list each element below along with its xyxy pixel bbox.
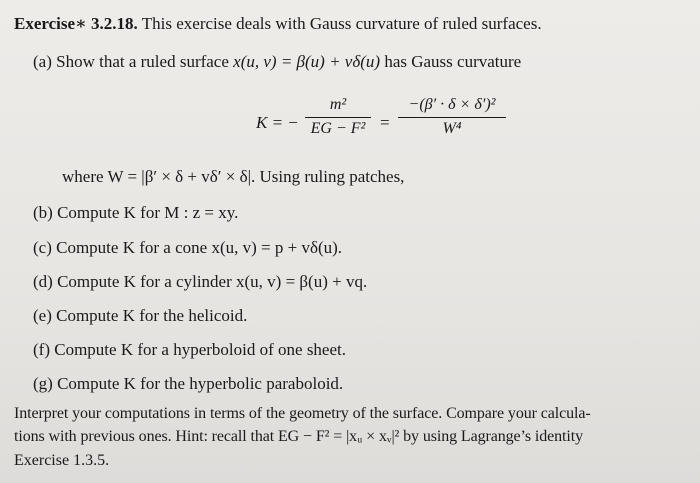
part-a-text-post: has Gauss curvature [384,52,522,71]
part-b-label: (b) [33,203,53,222]
part-e [33,306,247,326]
fraction-2-bar [398,117,506,118]
part-c [33,238,342,258]
part-d-label: (d) [33,272,53,291]
part-b [33,203,238,223]
fraction-1 [305,96,371,138]
fraction-2-denominator: W⁴ [442,120,462,137]
fraction-2-numerator: −(β′ · δ × δ′)² [408,96,496,113]
exercise-label: Exercise∗ 3.2.18. [14,14,138,33]
where-line: where W = |β′ × δ + vδ′ × δ|. Using ruling patches, [62,167,405,186]
exercise-intro: This exercise deals with Gauss curvature of ruled surfaces. [141,14,542,33]
fraction-1-numerator: m² [329,96,347,113]
equation-lhs: K = − [256,113,299,132]
part-f [33,340,346,360]
part-c-text: Compute K for a cone x(u, v) = p + vδ(u). [56,238,343,257]
closing-line-3: Exercise 1.3.5. [14,452,110,469]
fraction-1-bar [305,117,371,118]
part-a-label: (a) [33,52,52,71]
part-f-text: Compute K for a hyperboloid of one sheet. [54,340,346,359]
closing-line-1: Interpret your computations in terms of the geometry of the surface. Compare your calcula- [14,405,591,422]
part-e-text: Compute K for the helicoid. [56,306,248,325]
part-d [33,272,367,292]
part-g [33,374,343,394]
equation-equals: = [380,113,390,132]
part-g-text: Compute K for the hyperbolic paraboloid. [57,374,344,393]
part-b-text: Compute K for M : z = xy. [57,203,239,222]
part-c-label: (c) [33,238,52,257]
part-g-label: (g) [33,374,53,393]
part-a [33,52,521,72]
part-a-formula: x(u, v) = β(u) + vδ(u) [233,52,381,71]
part-f-label: (f) [33,340,50,359]
part-e-label: (e) [33,306,52,325]
closing-line-2: tions with previous ones. Hint: recall that EG − F² = |xᵤ × xᵥ|² by using Lagrange’s identity [14,428,583,445]
part-d-text: Compute K for a cylinder x(u, v) = β(u) + vq. [57,272,368,291]
part-a-text-pre: Show that a ruled surface [56,52,229,71]
exercise-heading [14,14,542,34]
fraction-1-denominator: EG − F² [310,120,366,137]
fraction-2 [398,96,506,138]
